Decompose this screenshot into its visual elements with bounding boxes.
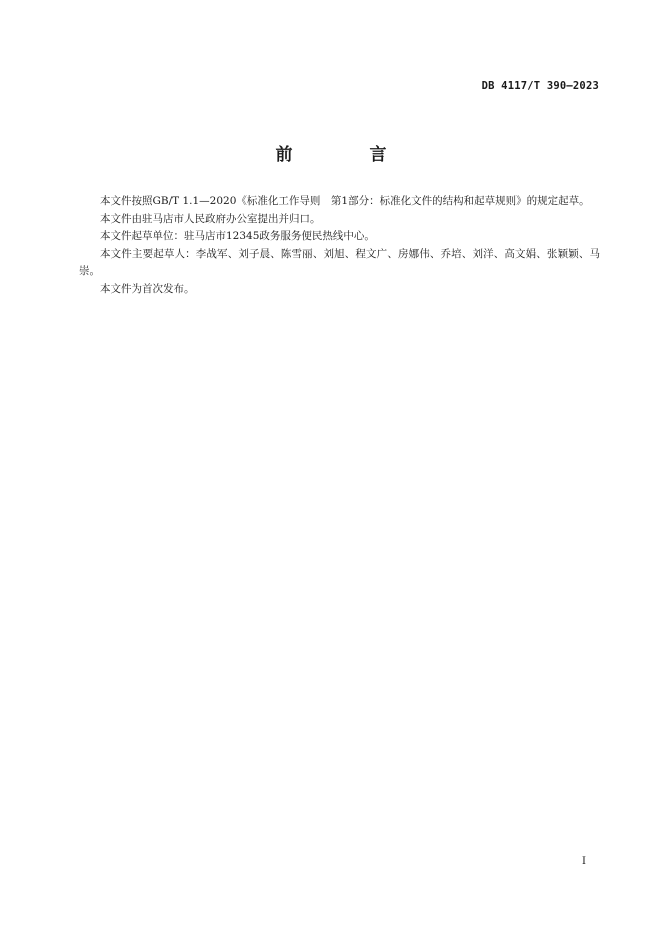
page-title: 前 言 [275,145,417,165]
paragraph-drafters: 本文件主要起草人：李战军、刘子晨、陈雪丽、刘旭、程文广、房娜伟、乔培、刘洋、高文娟、张颖颖、马崇。 [79,247,600,277]
paragraph-drafting-unit: 本文件起草单位：驻马店市12345政务服务便民热线中心。 [100,230,375,242]
paragraph-first-release: 本文件为首次发布。 [100,282,195,295]
paragraph-drafting-basis: 本文件按照GB/T 1.1—2020《标准化工作导则 第1部分：标准化文件的结构和起草规则》的规定起草。 [100,195,590,207]
document-code: DB 4117/T 390—2023 [481,80,599,92]
page-number: I [582,856,586,867]
foreword-body [79,193,600,298]
paragraph-proposer: 本文件由驻马店市人民政府办公室提出并归口。 [100,212,321,225]
